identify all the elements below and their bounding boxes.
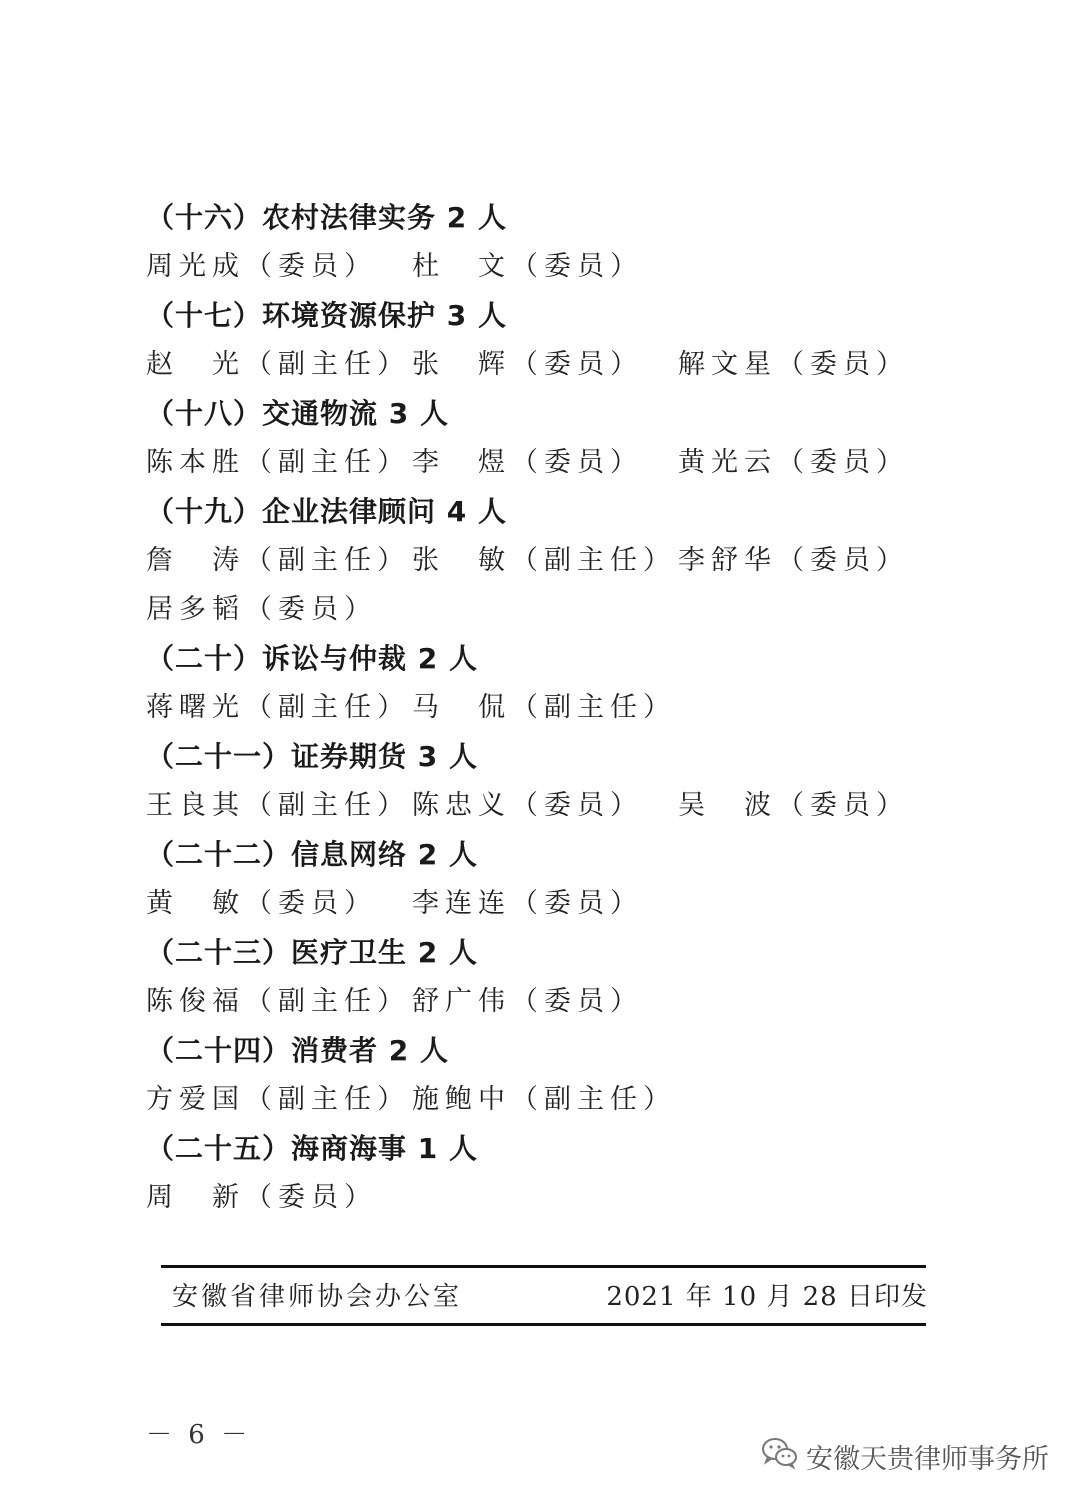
- member-entry: 解文星（委员）: [678, 349, 909, 380]
- member-entry: 陈忠义（委员）: [412, 790, 643, 821]
- issuer-name: 安徽省律师协会办公室: [172, 1282, 463, 1312]
- member-entry: 施鲍中（副主任）: [412, 1084, 676, 1115]
- member-entry: 赵 光（副主任）: [146, 349, 410, 380]
- member-row: [0, 438, 1080, 487]
- member-row: [0, 340, 1080, 389]
- footer-rule-bottom: [161, 1323, 926, 1326]
- page-number: － 6 －: [146, 1420, 252, 1450]
- member-row: [0, 242, 1080, 291]
- section-heading: （二十二）信息网络 2 人: [146, 838, 478, 871]
- member-entry: 李 煜（委员）: [412, 447, 643, 478]
- member-entry: 王良其（副主任）: [146, 790, 410, 821]
- member-entry: 张 敏（副主任）: [412, 545, 676, 576]
- section-heading: （二十四）消费者 2 人: [146, 1034, 449, 1067]
- section-heading: （十八）交通物流 3 人: [146, 397, 449, 430]
- footer-rule-top: [161, 1265, 926, 1268]
- section-heading: （十六）农村法律实务 2 人: [146, 201, 507, 234]
- member-entry: 吴 波（委员）: [678, 790, 909, 821]
- section-heading: （二十五）海商海事 1 人: [146, 1132, 478, 1165]
- section-heading: （二十）诉讼与仲裁 2 人: [146, 642, 478, 675]
- member-row: [0, 1173, 1080, 1222]
- section-heading: （二十一）证券期货 3 人: [146, 740, 478, 773]
- member-entry: 詹 涛（副主任）: [146, 545, 410, 576]
- member-entry: 马 侃（副主任）: [412, 692, 676, 723]
- member-row: [0, 977, 1080, 1026]
- member-entry: 陈俊福（副主任）: [146, 986, 410, 1017]
- watermark: [760, 1436, 1049, 1476]
- member-entry: 李连连（委员）: [412, 888, 643, 919]
- member-entry: 方爱国（副主任）: [146, 1084, 410, 1115]
- member-row: [0, 536, 1080, 585]
- watermark-text: 安徽天贵律师事务所: [806, 1443, 1049, 1475]
- member-entry: 周光成（委员）: [146, 251, 377, 282]
- member-entry: 黄 敏（委员）: [146, 888, 377, 919]
- member-entry: 居多韬（委员）: [146, 594, 377, 625]
- member-row: [0, 683, 1080, 732]
- member-entry: 杜 文（委员）: [412, 251, 643, 282]
- issue-date: 2021 年 10 月 28 日印发: [606, 1282, 928, 1312]
- member-entry: 舒广伟（委员）: [412, 986, 643, 1017]
- member-entry: 周 新（委员）: [146, 1182, 377, 1213]
- member-entry: 张 辉（委员）: [412, 349, 643, 380]
- member-entry: 黄光云（委员）: [678, 447, 909, 478]
- member-row: [0, 1075, 1080, 1124]
- wechat-icon: [760, 1436, 798, 1477]
- section-heading: （十七）环境资源保护 3 人: [146, 299, 507, 332]
- member-row: [0, 585, 1080, 634]
- member-row: [0, 781, 1080, 830]
- member-entry: 李舒华（委员）: [678, 545, 909, 576]
- member-entry: 陈本胜（副主任）: [146, 447, 410, 478]
- section-heading: （二十三）医疗卫生 2 人: [146, 936, 478, 969]
- member-entry: 蒋曙光（副主任）: [146, 692, 410, 723]
- section-heading: （十九）企业法律顾问 4 人: [146, 495, 507, 528]
- member-row: [0, 879, 1080, 928]
